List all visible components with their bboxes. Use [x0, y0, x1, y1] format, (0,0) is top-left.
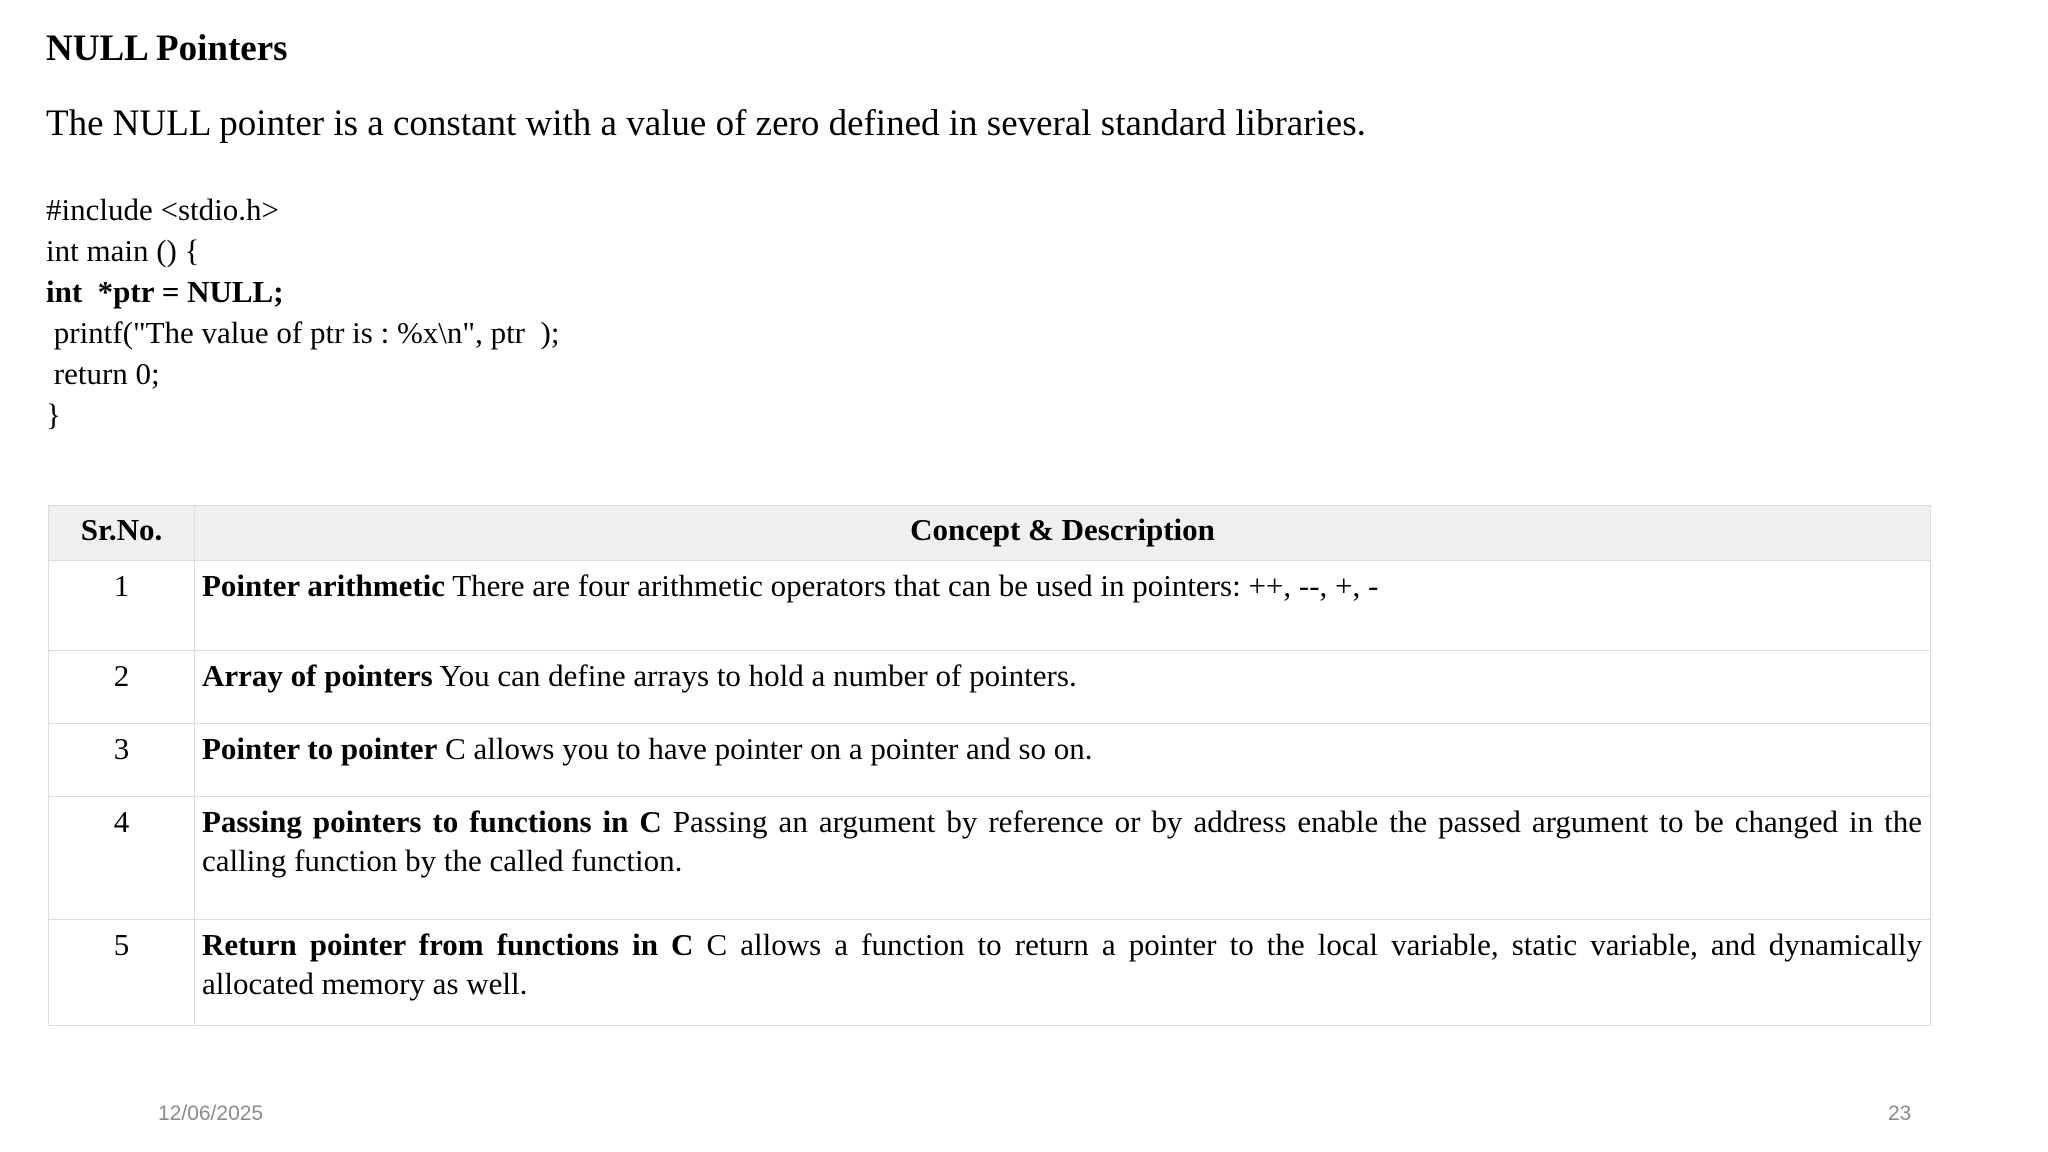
code-block: [46, 189, 559, 435]
code-line-ptr-declaration: int *ptr = NULL;: [46, 274, 284, 309]
table-row: [49, 797, 1931, 920]
row-number: 3: [49, 724, 195, 797]
table-row: [49, 724, 1931, 797]
concept-text: C allows a function to return a pointer to the local variable, static variable, and dynamically allocated memory as well.: [202, 927, 1922, 1001]
concept-term: Array of pointers: [202, 658, 433, 693]
row-number: 4: [49, 797, 195, 920]
code-line-return: return 0;: [46, 356, 160, 391]
concept-text: You can define arrays to hold a number of pointers.: [432, 658, 1077, 693]
concept-term: Pointer to pointer: [202, 731, 438, 766]
row-number: 1: [49, 561, 195, 651]
concept-text: C allows you to have pointer on a pointer and so on.: [437, 731, 1093, 766]
row-description: [195, 651, 1931, 724]
table-header-row: [49, 506, 1931, 561]
concepts-table-wrapper: [48, 505, 1930, 1026]
code-line-printf: printf("The value of ptr is : %x\n", ptr );: [46, 315, 560, 350]
slide-subtitle: The NULL pointer is a constant with a value of zero defined in several standard libraries.: [46, 103, 1366, 144]
table-row: [49, 651, 1931, 724]
concept-term: Return pointer from functions in C: [202, 927, 694, 962]
row-description: [195, 561, 1931, 651]
row-number: 5: [49, 920, 195, 1026]
table-row: [49, 920, 1931, 1026]
concepts-table: [48, 505, 1931, 1026]
row-number: 2: [49, 651, 195, 724]
header-sr-no: Sr.No.: [49, 506, 195, 561]
row-description: [195, 724, 1931, 797]
row-description: [195, 920, 1931, 1026]
code-line-include: #include <stdio.h>: [46, 192, 279, 227]
header-concept-description: Concept & Description: [195, 506, 1931, 561]
concept-term: Passing pointers to functions in C: [202, 804, 662, 839]
code-line-close-brace: }: [46, 397, 61, 432]
concept-text: There are four arithmetic operators that can be used in pointers: ++, --, +, -: [445, 568, 1379, 603]
code-line-main: int main () {: [46, 233, 200, 268]
row-description: [195, 797, 1931, 920]
concept-term: Pointer arithmetic: [202, 568, 446, 603]
slide-title: NULL Pointers: [46, 28, 288, 69]
concept-text: Passing an argument by reference or by address enable the passed argument to be changed in the calling function by the called function.: [202, 804, 1922, 878]
table-row: [49, 561, 1931, 651]
slide-number: 23: [1888, 1102, 1912, 1125]
footer-date: 12/06/2025: [158, 1102, 264, 1125]
